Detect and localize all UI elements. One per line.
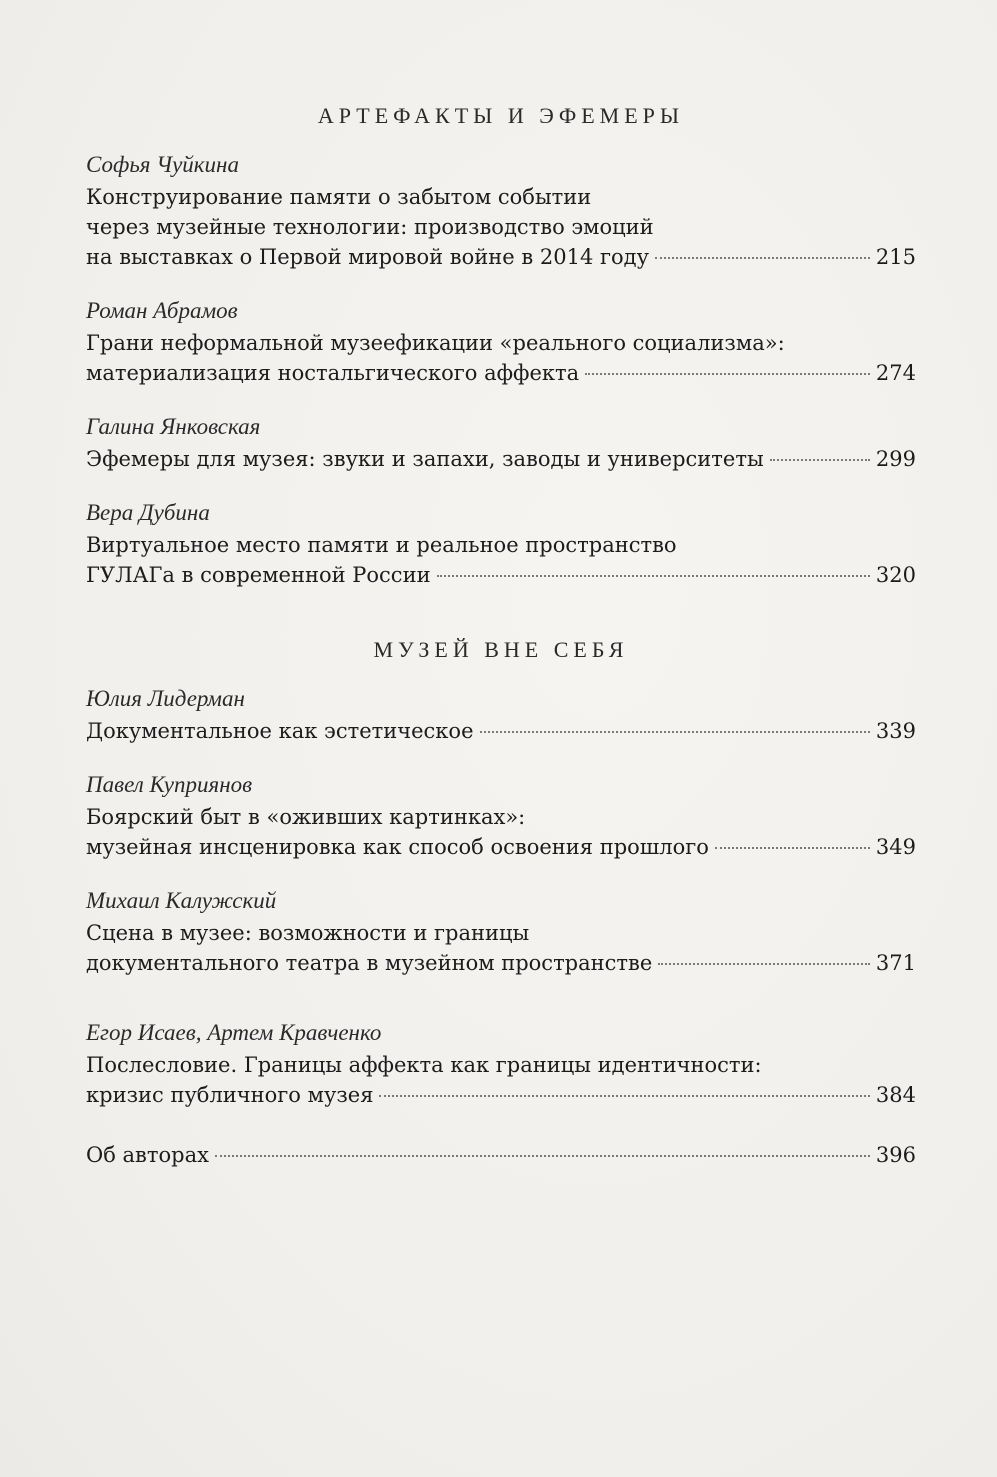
entry-title-line: Эфемеры для музея: звуки и запахи, заводы и университеты <box>86 447 764 471</box>
entry-title-last-line <box>86 1140 916 1170</box>
entry-author: Вера Дубина <box>86 500 210 525</box>
dot-leader <box>585 373 870 375</box>
toc-entry[interactable] <box>86 884 916 978</box>
entry-title-line: Грани неформальной музеефикации «реального социализма»: <box>86 331 785 355</box>
entry-title-line: Виртуальное место памяти и реальное пространство <box>86 533 677 557</box>
entry-author: Софья Чуйкина <box>86 152 239 177</box>
entry-title-line: на выставках о Первой мировой войне в 2014 году <box>86 245 649 269</box>
entry-title-last-line <box>86 242 916 272</box>
toc-entry-about-authors[interactable] <box>86 1140 916 1170</box>
entry-title-line: материализация ностальгического аффекта <box>86 361 580 385</box>
dot-leader <box>437 575 870 577</box>
entry-title-line: ГУЛАГа в современной России <box>86 563 431 587</box>
toc-entry[interactable] <box>86 148 916 272</box>
entry-title-last-line <box>86 444 916 474</box>
page-number: 215 <box>875 245 916 269</box>
entry-title-line: кризис публичного музея <box>86 1083 374 1107</box>
page-number: 371 <box>875 951 916 975</box>
toc-entry[interactable] <box>86 496 916 590</box>
dot-leader <box>480 731 870 733</box>
toc-entry-afterword[interactable] <box>86 1016 916 1110</box>
entry-title-last-line <box>86 716 916 746</box>
toc-entry[interactable] <box>86 294 916 388</box>
dot-leader <box>658 963 870 965</box>
entry-title-last-line <box>86 832 916 862</box>
entry-author: Павел Куприянов <box>86 772 253 797</box>
entry-title-line: Конструирование памяти о забытом событии <box>86 185 592 209</box>
section-title: АРТЕФАКТЫ И ЭФЕМЕРЫ <box>317 103 685 128</box>
page-number: 396 <box>875 1143 916 1167</box>
dot-leader <box>770 459 870 461</box>
entry-title-line: через музейные технологии: производство эмоций <box>86 215 654 239</box>
toc-entry[interactable] <box>86 410 916 474</box>
entry-author: Егор Исаев, Артем Кравченко <box>86 1020 382 1045</box>
section-title: МУЗЕЙ ВНЕ СЕБЯ <box>373 637 629 662</box>
entry-author: Галина Янковская <box>86 414 261 439</box>
page-number: 274 <box>875 361 916 385</box>
page-number: 384 <box>875 1083 916 1107</box>
toc-entry[interactable] <box>86 682 916 746</box>
entry-title-last-line <box>86 948 916 978</box>
page-number: 299 <box>875 447 916 471</box>
page-number: 339 <box>875 719 916 743</box>
dot-leader <box>215 1155 870 1157</box>
entry-title-line: Документальное как эстетическое <box>86 719 474 743</box>
dot-leader <box>379 1095 869 1097</box>
page-number: 320 <box>875 563 916 587</box>
entry-title-line: Боярский быт в «оживших картинках»: <box>86 805 526 829</box>
page-number: 349 <box>875 835 916 859</box>
dot-leader <box>715 847 870 849</box>
table-of-contents <box>86 96 916 1192</box>
entry-title-last-line <box>86 358 916 388</box>
entry-title-last-line <box>86 560 916 590</box>
entry-title-line: документального театра в музейном пространстве <box>86 951 653 975</box>
entry-title-line: Послесловие. Границы аффекта как границы идентичности: <box>86 1053 762 1077</box>
entry-title-last-line <box>86 1080 916 1110</box>
entry-author: Юлия Лидерман <box>86 686 245 711</box>
toc-entry[interactable] <box>86 768 916 862</box>
entry-author: Михаил Калужский <box>86 888 277 913</box>
entry-author: Роман Абрамов <box>86 298 238 323</box>
dot-leader <box>655 257 870 259</box>
entry-title-line: Сцена в музее: возможности и границы <box>86 921 530 945</box>
entry-title-line: Об авторах <box>86 1143 209 1167</box>
entry-title-line: музейная инсценировка как способ освоения прошлого <box>86 835 709 859</box>
